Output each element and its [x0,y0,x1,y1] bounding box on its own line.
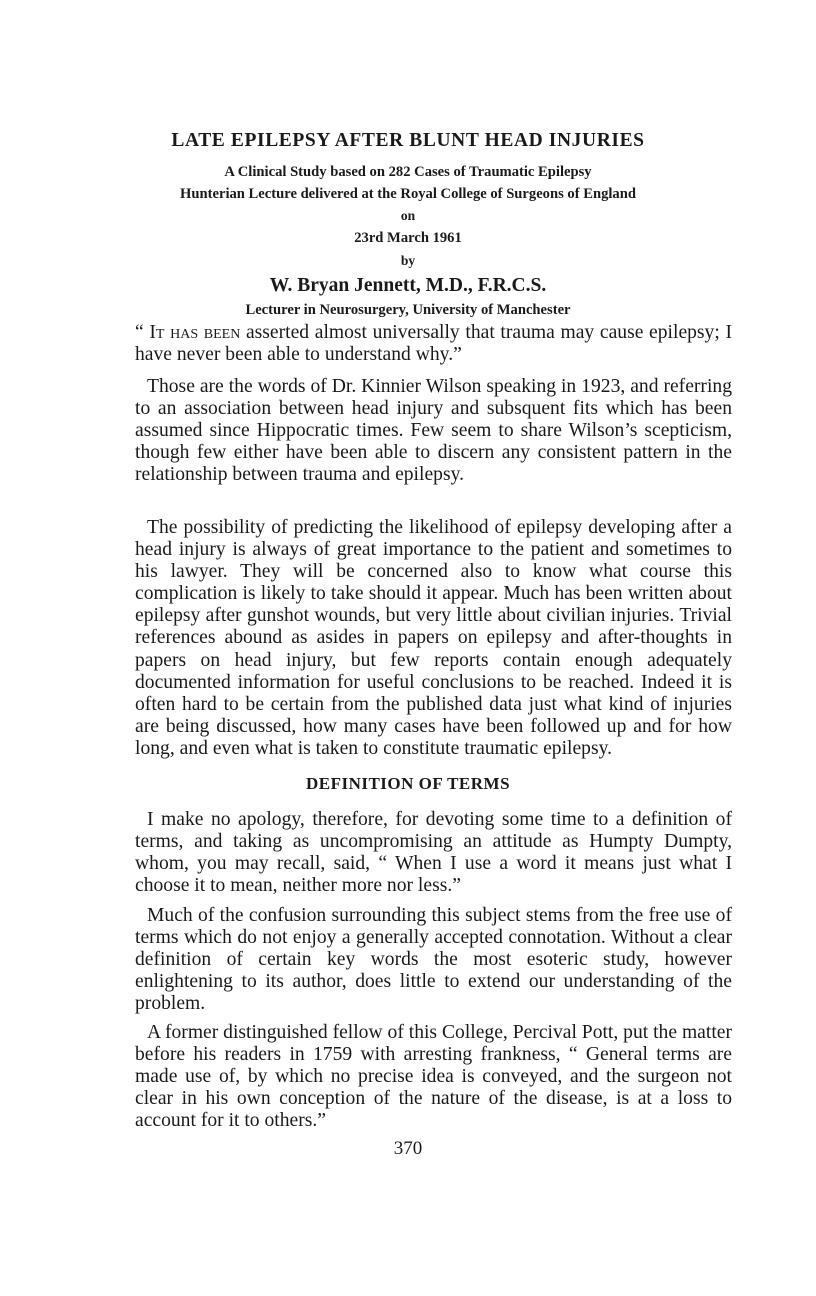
section-heading: DEFINITION OF TERMS [305,774,511,793]
article-subtitle: A Clinical Study based on 282 Cases of Traumatic Epilepsy [224,164,592,180]
lecture-note: Hunterian Lecture delivered at the Royal College of Surgeons of England [180,186,636,202]
article-title: LATE EPILEPSY AFTER BLUNT HEAD INJURIES [171,130,645,151]
quote-smallcaps: It has been [149,322,241,343]
on-word: on [400,208,416,223]
opening-quote-paragraph [135,322,732,366]
author-affiliation: Lecturer in Neurosurgery, University of Manchester [245,302,571,318]
author-name: W. Bryan Jennett, M.D., F.R.C.S. [269,275,547,296]
paragraph-5: Much of the confusion surrounding this subject stems from the free use of terms which do not enjoy a generally accepted connotation. Without a clear definition of certain key words the most esoteric study, however enlightening to its author, does little to extend our understanding of the problem. [135,905,732,1015]
paragraph-6: A former distinguished fellow of this College, Percival Pott, put the matter before his readers in 1759 with arresting frankness, “ General terms are made use of, by which no precise idea is conveyed, and the surgeon not clear in his own conception of the nature of the disease, is at a loss to account for it to others.” [135,1022,732,1132]
paragraph-3: The possibility of predicting the likelihood of epilepsy developing after a head injury is always of great importance to the patient and sometimes to his lawyer. They will be concerned also to know what course this complication is likely to take should it appear. Much has been written about epilepsy after gunshot wounds, but very little about civilian injuries. Trivial references abound as asides in papers on epilepsy and after-thoughts in papers on head injury, but few reports contain enough adequately documented information for useful conclusions to be reached. Indeed it is often hard to be certain from the published data just what kind of injuries are being discussed, how many cases have been followed up and for how long, and even what is taken to constitute traumatic epilepsy. [135,517,732,759]
page-number: 370 [393,1138,423,1159]
by-word: by [400,253,416,268]
paragraph-4: I make no apology, therefore, for devoting some time to a definition of terms, and taking as uncompromising an attitude as Humpty Dumpty, whom, you may recall, said, “ When I use a word it means just what I choose it to mean, neither more nor less.” [135,809,732,897]
quote-open-mark: “ [135,322,150,343]
paragraph-2: Those are the words of Dr. Kinnier Wilson speaking in 1923, and referring to an association between head injury and subsquent fits which has been assumed since Hippocratic times. Few seem to share Wilson’s scepticism, though few either have been able to discern any consistent pattern in the relationship between trauma and epilepsy. [135,376,732,486]
quote-rest: asserted almost universally that trauma may cause epilepsy; I have never been able to understand why.” [135,322,732,366]
lecture-date: 23rd March 1961 [354,230,462,246]
